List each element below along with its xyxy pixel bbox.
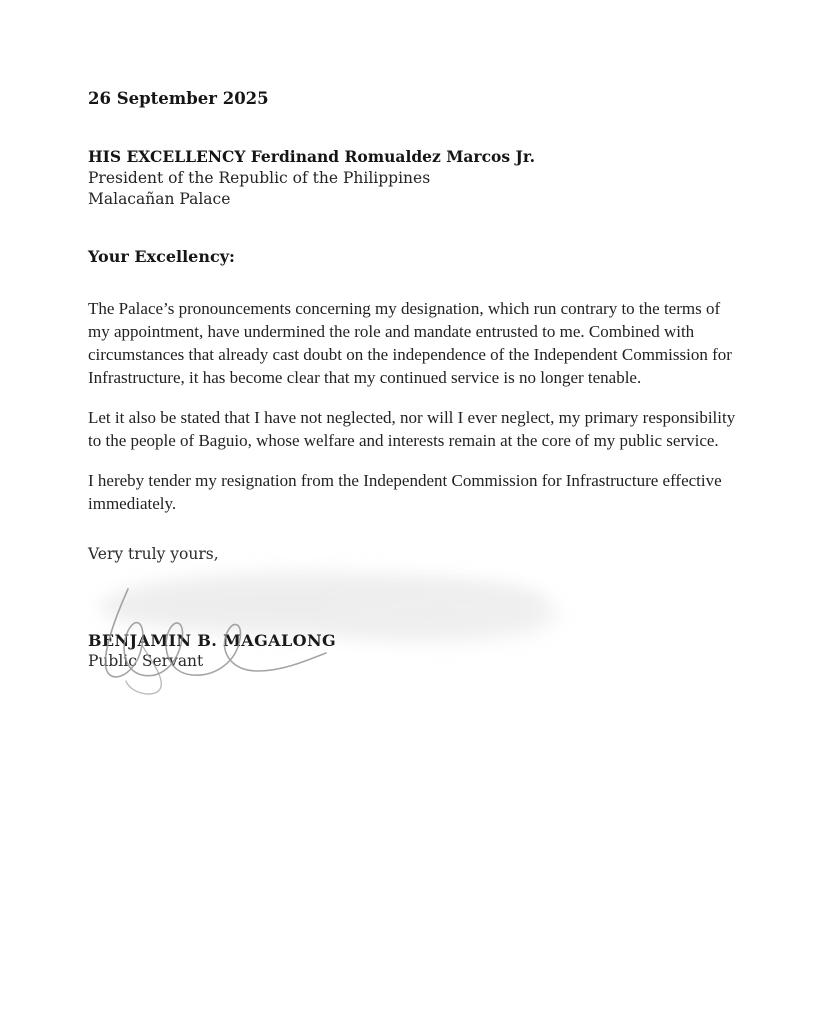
closing-line: Very truly yours, [88, 544, 219, 563]
recipient-title-line: President of the Republic of the Philippines [88, 168, 431, 187]
date-line: 26 September 2025 [88, 89, 269, 108]
body-paragraph: Let it also be stated that I have not neglected, nor will I ever neglect, my primary responsibility to the people of Baguio, whose welfare and interests remain at the core of my public service. [88, 407, 736, 450]
letter-body [88, 297, 743, 515]
recipient-address-line: Malacañan Palace [88, 190, 231, 208]
salutation-line: Your Excellency: [88, 246, 235, 266]
letter-content [88, 88, 743, 670]
body-paragraph: The Palace’s pronouncements concerning my designation, which run contrary to the terms of my appointment, have undermined the role and mandate entrusted to me. Combined with circumstances that already cast doubt on the independence of the Independent Commission for Infrastructure, it has become clear that my continued service is no longer tenable. [88, 298, 732, 387]
signatory-title: Public Servant [88, 651, 204, 670]
signature-area [88, 571, 743, 631]
recipient-name-line: HIS EXCELLENCY Ferdinand Romualdez Marcos Jr. [88, 147, 535, 166]
body-paragraph: I hereby tender my resignation from the Independent Commission for Infrastructure effective immediately. [88, 470, 722, 513]
recipient-block [88, 146, 743, 211]
signatory-name: BENJAMIN B. MAGALONG [88, 630, 337, 650]
